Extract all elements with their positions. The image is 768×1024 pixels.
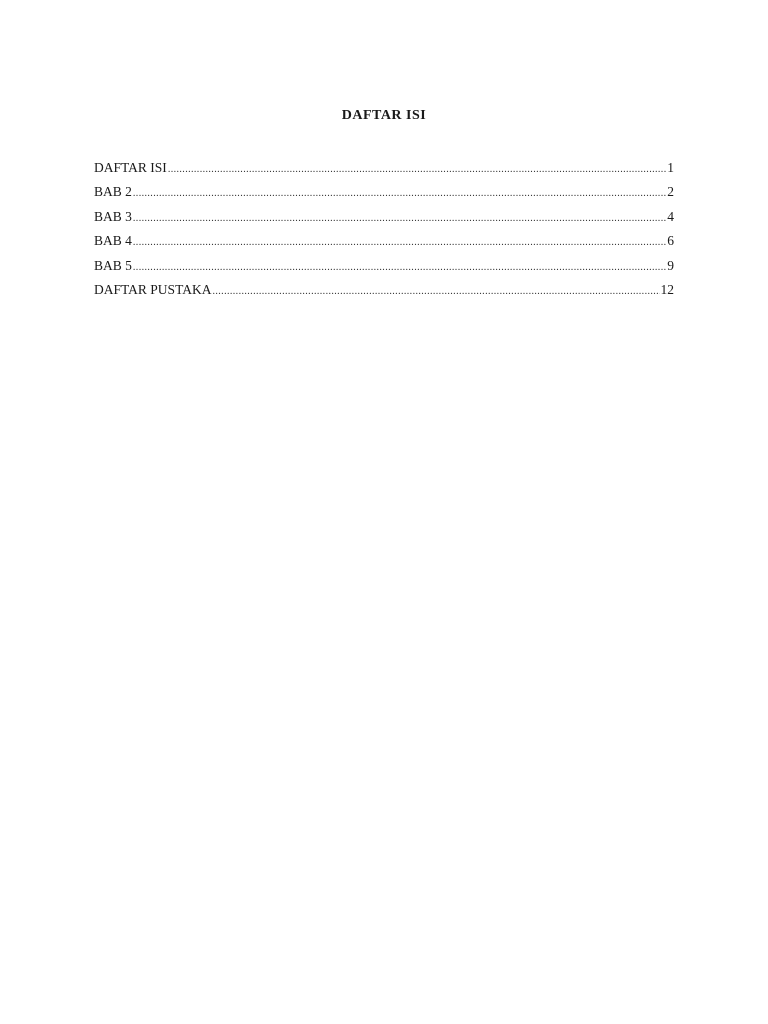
- toc-dot-leader: [133, 258, 666, 278]
- toc-dot-leader: [133, 184, 666, 204]
- toc-page-number: 2: [667, 184, 674, 200]
- toc-entry-bab-3[interactable]: [94, 207, 674, 231]
- toc-entry-label: DAFTAR ISI: [94, 160, 167, 175]
- toc-page-number: 9: [667, 257, 674, 273]
- toc-entry-bab-4[interactable]: [94, 231, 674, 255]
- toc-page-number: 6: [667, 233, 674, 249]
- toc-dot-leader: [133, 233, 666, 253]
- toc-page-number: 12: [660, 281, 674, 297]
- table-of-contents: [94, 158, 674, 304]
- toc-entry-label: DAFTAR PUSTAKA: [94, 281, 212, 297]
- toc-entry-bab-2[interactable]: [94, 182, 674, 206]
- toc-dot-leader: [133, 209, 666, 229]
- toc-page-number: 1: [667, 160, 674, 175]
- toc-entry-label: BAB 5: [94, 257, 132, 273]
- toc-dot-leader: [168, 160, 666, 180]
- toc-entry-daftar-pustaka[interactable]: [94, 280, 674, 304]
- toc-entry-bab-5[interactable]: [94, 256, 674, 280]
- toc-page-number: 4: [667, 208, 674, 224]
- page-title: DAFTAR ISI: [341, 108, 427, 123]
- toc-entry-label: BAB 2: [94, 184, 132, 200]
- toc-entry-daftar-isi[interactable]: [94, 158, 674, 182]
- toc-dot-leader: [212, 282, 659, 302]
- toc-entry-label: BAB 3: [94, 208, 132, 224]
- toc-entry-label: BAB 4: [94, 233, 132, 249]
